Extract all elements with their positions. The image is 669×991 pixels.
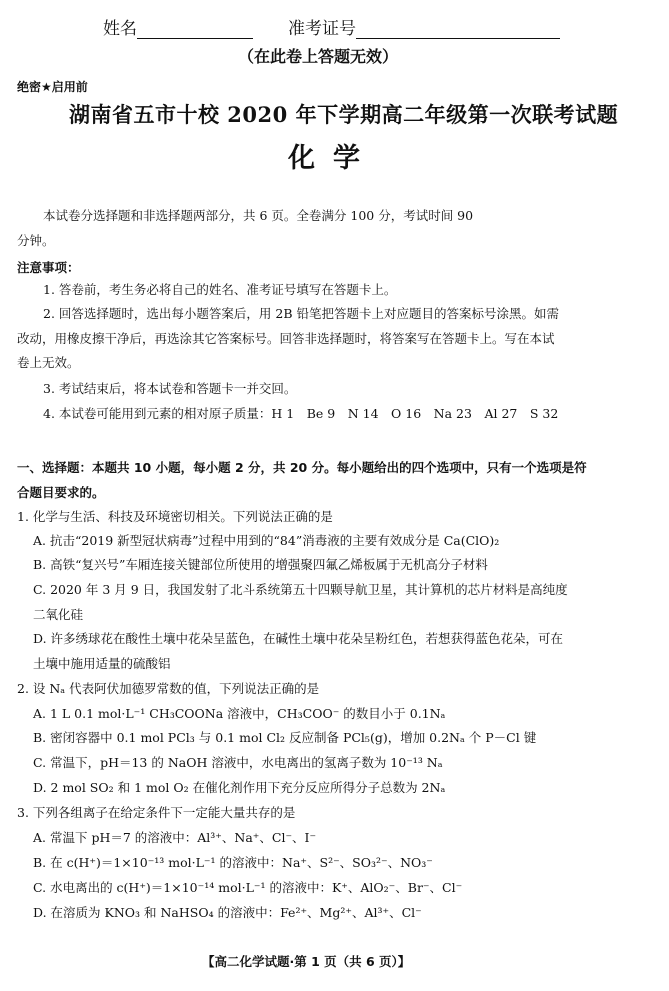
secret-label: 绝密★启用前 <box>17 80 88 94</box>
notice-heading: 注意事项： <box>17 260 80 275</box>
q2-option-d: D. 2 mol SO₂ 和 1 mol O₂ 在催化剂作用下充分反应所得分子总数为 2Nₐ <box>33 780 446 795</box>
q1-option-c-line-2: 二氧化硅 <box>33 607 84 622</box>
section-1-heading-line-2: 合题目要求的。 <box>17 485 105 500</box>
q1-option-d-line-2: 土壤中施用适量的硫酸铝 <box>33 656 171 671</box>
q2-option-c: C. 常温下，pH＝13 的 NaOH 溶液中，水电离出的氢离子数为 10⁻¹³ Nₐ <box>33 755 443 770</box>
notice-item-2-line-3: 卷上无效。 <box>17 355 80 370</box>
q3-option-d: D. 在溶质为 KNO₃ 和 NaHSO₄ 的溶液中：Fe²⁺、Mg²⁺、Al³⁺、Cl⁻ <box>33 905 422 920</box>
intro-line-1: 本试卷分选择题和非选择题两部分，共 6 页。全卷满分 100 分，考试时间 90 <box>43 208 474 223</box>
q1-option-b: B. 高铁“复兴号”车厢连接关键部位所使用的增强聚四氟乙烯板属于无机高分子材料 <box>33 557 488 572</box>
q1-option-c-line-1: C. 2020 年 3 月 9 日，我国发射了北斗系统第五十四颗导航卫星，其计算机的芯片材料是高纯度 <box>33 582 568 597</box>
q2-option-a: A. 1 L 0.1 mol·L⁻¹ CH₃COONa 溶液中，CH₃COO⁻ 的数目小于 0.1Nₐ <box>33 706 446 721</box>
intro-line-2: 分钟。 <box>17 233 55 248</box>
exam-id-field-row <box>288 14 560 39</box>
q1-option-d-line-1: D. 许多绣球花在酸性土壤中花朵呈蓝色，在碱性土壤中花朵呈粉红色，若想获得蓝色花朵，可在 <box>33 631 564 646</box>
name-field-row <box>103 14 253 39</box>
page-footer: 【高二化学试题·第 1 页（共 6 页）】 <box>202 954 411 969</box>
subject-title: 化学 <box>288 143 378 174</box>
notice-item-1: 1. 答卷前，考生务必将自己的姓名、准考证号填写在答题卡上。 <box>43 282 397 297</box>
exam-id-blank-line <box>356 20 560 39</box>
q1-option-a: A. 抗击“2019 新型冠状病毒”过程中用到的“84”消毒液的主要有效成分是 Ca(ClO)₂ <box>33 533 500 548</box>
q2-stem: 2. 设 Nₐ 代表阿伏加德罗常数的值，下列说法正确的是 <box>17 681 320 696</box>
q3-option-c: C. 水电离出的 c(H⁺)＝1×10⁻¹⁴ mol·L⁻¹ 的溶液中：K⁺、AlO₂⁻、Br⁻、Cl⁻ <box>33 880 463 895</box>
section-1-heading-line-1: 一、选择题：本题共 10 小题，每小题 2 分，共 20 分。每小题给出的四个选项中，只有一个选项是符 <box>17 460 587 475</box>
q1-stem: 1. 化学与生活、科技及环境密切相关。下列说法正确的是 <box>17 509 333 524</box>
invalid-note: （在此卷上答题无效） <box>238 47 399 66</box>
notice-item-4: 4. 本试卷可能用到元素的相对原子质量：H 1 Be 9 N 14 O 16 Na 23 Al 27 S 32 <box>43 406 559 421</box>
notice-item-2-line-1: 2. 回答选择题时，选出每小题答案后，用 2B 铅笔把答题卡上对应题目的答案标号涂黑。如需 <box>43 306 559 321</box>
q2-option-b: B. 密闭容器中 0.1 mol PCl₃ 与 0.1 mol Cl₂ 反应制备 PCl₅(g)，增加 0.2Nₐ 个 P－Cl 键 <box>33 730 537 745</box>
exam-title: 湖南省五市十校 2020 年下学期高二年级第一次联考试题 <box>69 102 619 127</box>
notice-item-2-line-2: 改动，用橡皮擦干净后，再选涂其它答案标号。回答非选择题时，将答案写在答题卡上。写在本试 <box>17 331 555 346</box>
q3-stem: 3. 下列各组离子在给定条件下一定能大量共存的是 <box>17 805 296 820</box>
name-label: 姓名 <box>103 19 137 39</box>
exam-id-label: 准考证号 <box>288 19 356 39</box>
q3-option-b: B. 在 c(H⁺)＝1×10⁻¹³ mol·L⁻¹ 的溶液中：Na⁺、S²⁻、SO₃²⁻、NO₃⁻ <box>33 855 433 870</box>
q3-option-a: A. 常温下 pH＝7 的溶液中：Al³⁺、Na⁺、Cl⁻、I⁻ <box>33 830 317 845</box>
name-blank-line <box>137 20 253 39</box>
notice-item-3: 3. 考试结束后，将本试卷和答题卡一并交回。 <box>43 381 297 396</box>
